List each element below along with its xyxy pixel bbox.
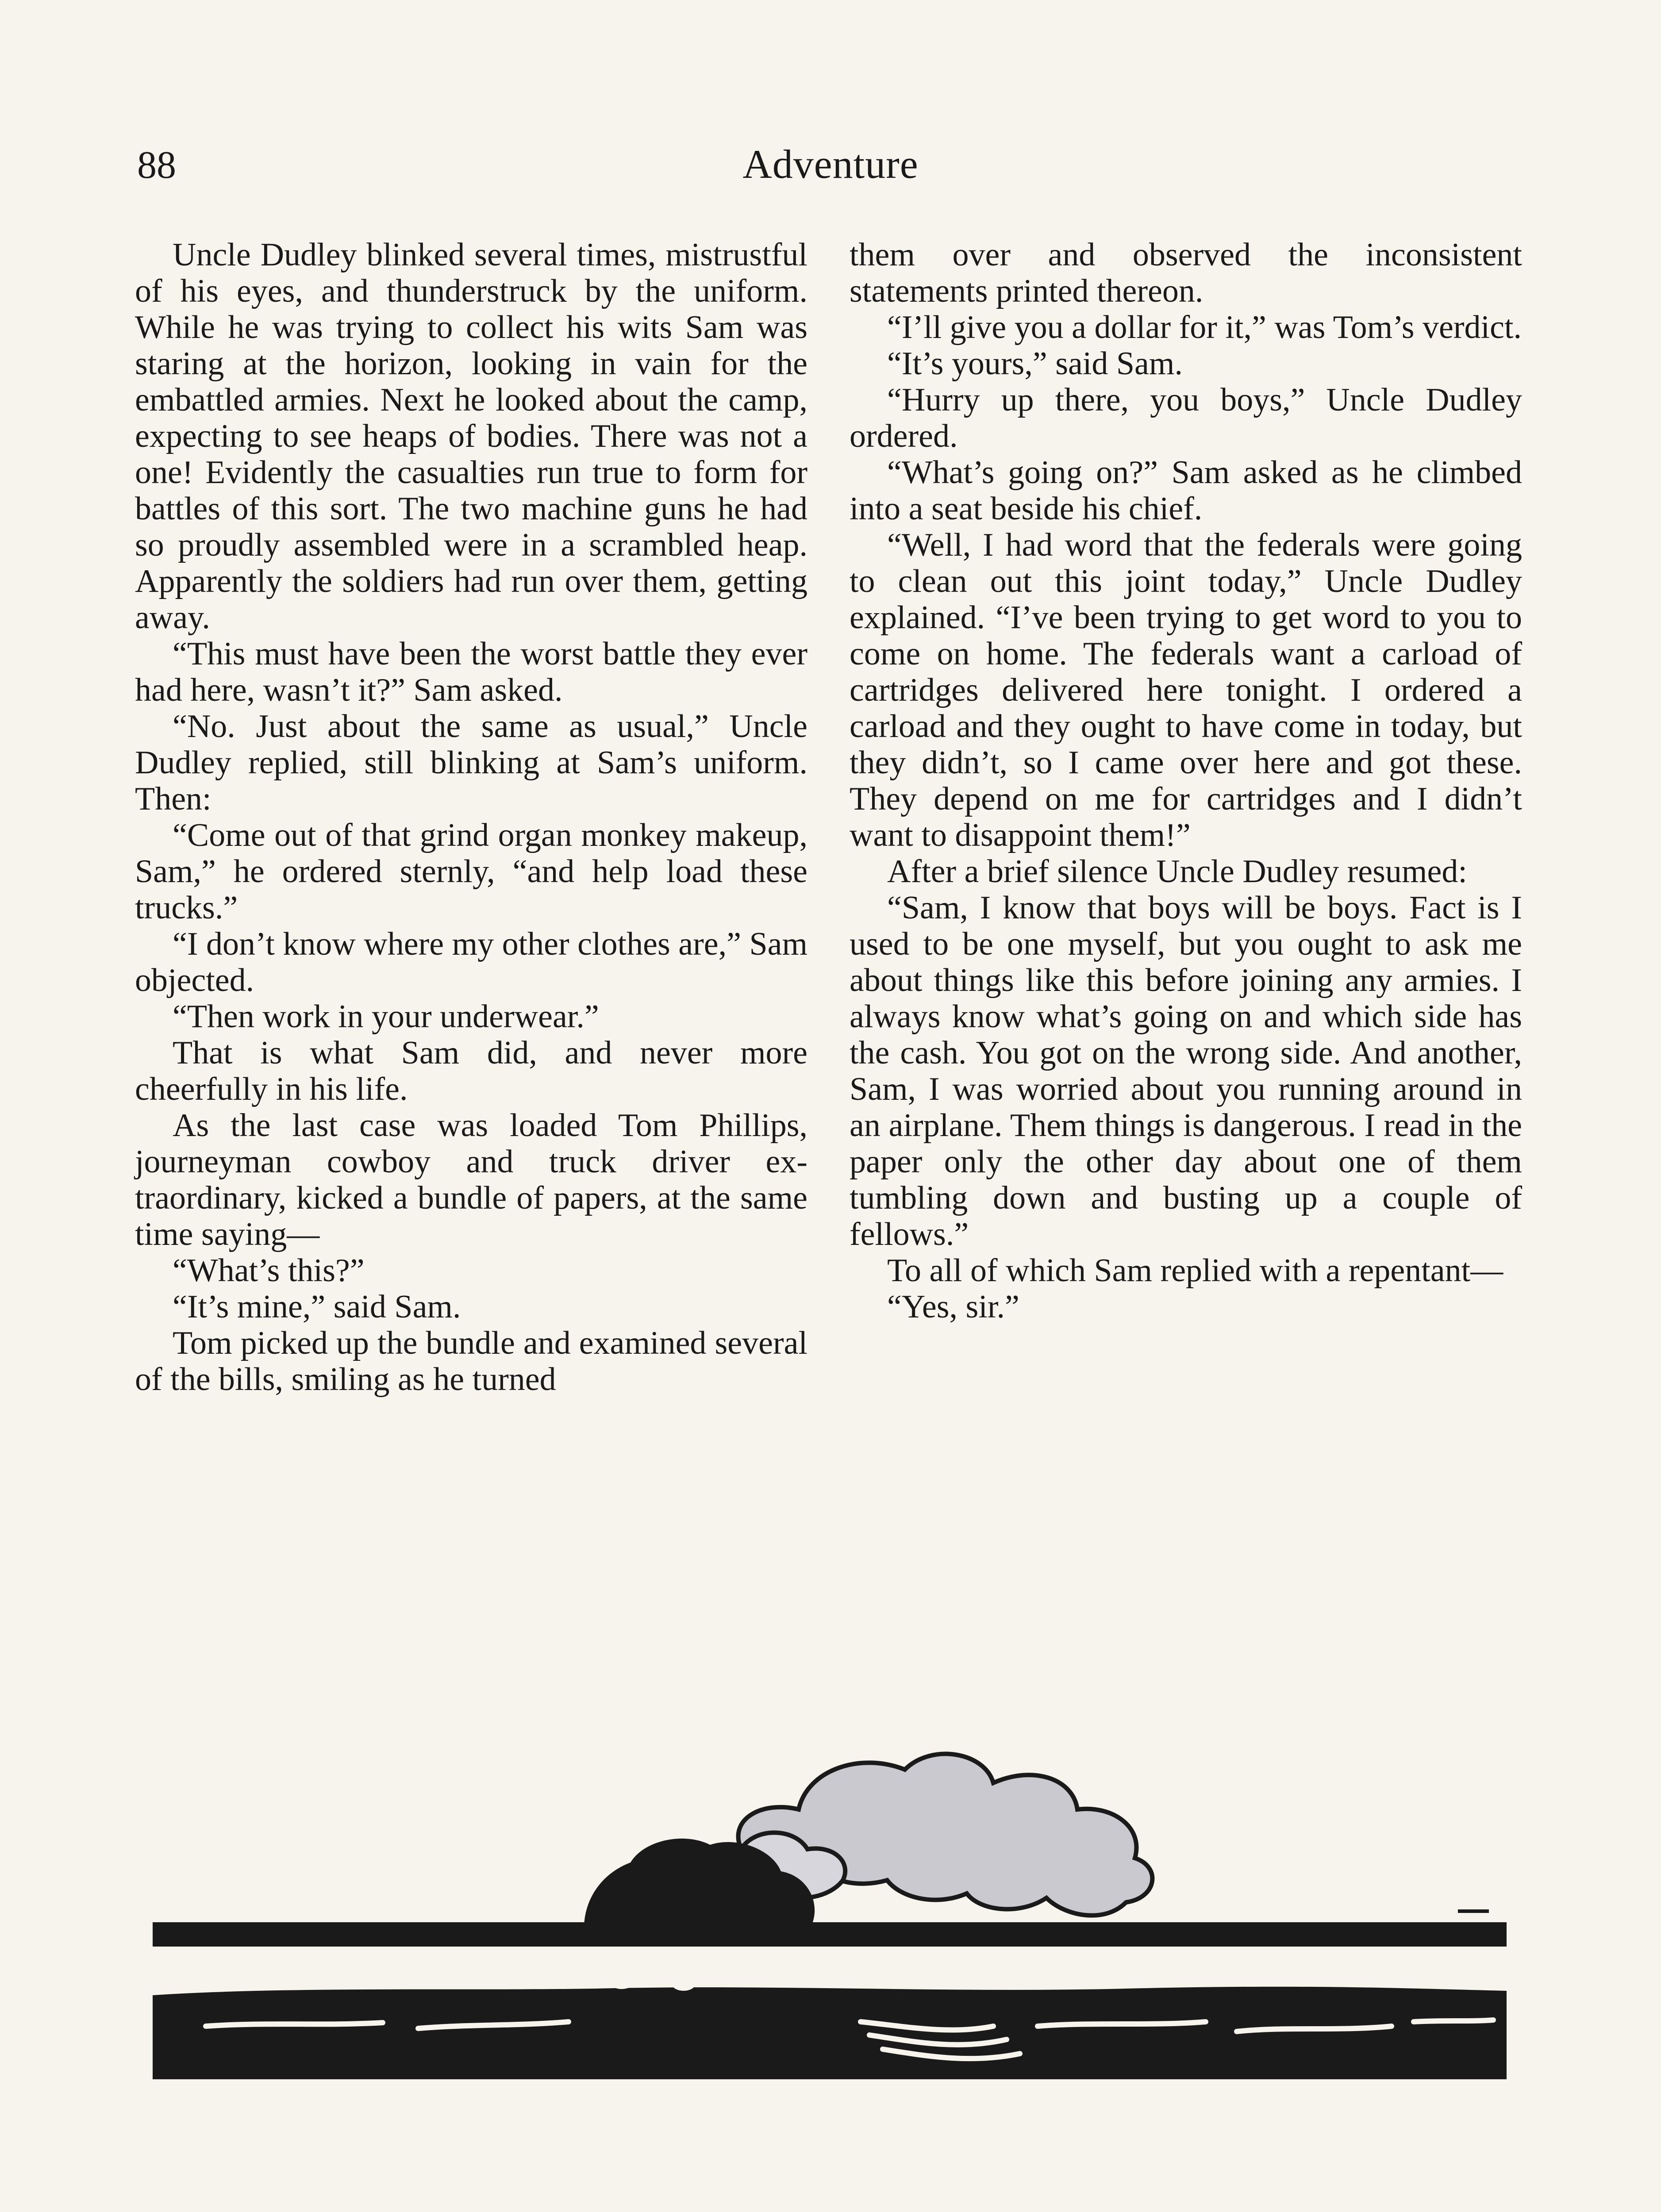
paragraph: “Hurry up there, you boys,” Uncle Dudley ordered. xyxy=(850,382,1522,454)
landscape-illustration xyxy=(153,1717,1524,2079)
paragraph: Tom picked up the bundle and examined several of the bills, smiling as he turned xyxy=(135,1325,807,1398)
paragraph: Uncle Dudley blinked several times, mistrustful of his eyes, and thunderstruck by the uniform. While he was trying to collect his wits Sam was staring at the horizon, looking in vain for the embattled armies. Next he looked about the camp, expecting to see heaps of bodies. There was not a one! Evidently the casualties run true to form for battles of this sort. The two machine guns he had so proudly assembled were in a scrambled heap. Apparently the soldiers had run over them, getting away. xyxy=(135,237,807,636)
paragraph: “It’s mine,” said Sam. xyxy=(173,1289,461,1325)
paragraph: That is what Sam did, and never more cheerfully in his life. xyxy=(135,1035,807,1107)
paragraph: “This must have been the worst battle they ever had here, wasn’t it?” Sam asked. xyxy=(135,636,807,708)
page-number: 88 xyxy=(137,144,176,187)
paragraph: them over and observed the inconsistent statements printed thereon. xyxy=(850,237,1522,309)
paragraph: “Well, I had word that the federals were going to clean out this joint today,” Uncle Dudley explained. “I’ve been trying to get word to you to come on home. The federals want a carload of cartridges delivered here tonight. I ordered a carload and they ought to have come in today, but they didn’t, so I came over here and got these. They depend on me for cartridges and I didn’t want to disappoint them!” xyxy=(850,527,1522,853)
paragraph: As the last case was loaded Tom Phillips, journeyman cowboy and truck driver extraordinary, kicked a bundle of papers, at the same time saying— xyxy=(135,1107,807,1252)
paragraph: “Yes, sir.” xyxy=(887,1289,1019,1325)
horizon-line xyxy=(153,1922,1507,1947)
paragraph: After a brief silence Uncle Dudley resumed: xyxy=(887,853,1467,890)
paragraph: “I don’t know where my other clothes are,” Sam objected. xyxy=(135,926,808,998)
paragraph: “I’ll give you a dollar for it,” was Tom’s verdict. xyxy=(887,309,1522,346)
paragraph: “What’s going on?” Sam asked as he climbed into a seat beside his chief. xyxy=(850,454,1522,527)
paragraph: “Sam, I know that boys will be boys. Fact is I used to be one myself, but you ought to ask me about things like this before joining any armies. I always know what’s going on and which side has the cash. You got on the wrong side. And another, Sam, I was worried about you running around in an airplane. Them things is dangerous. I read in the paper only the other day about one of them tumbling down and busting up a couple of fellows.” xyxy=(850,890,1522,1252)
paragraph: “What’s this?” xyxy=(173,1252,365,1289)
left-column xyxy=(135,237,807,1398)
paragraph: “No. Just about the same as usual,” Uncle Dudley replied, still blinking at Sam’s uniform. Then: xyxy=(135,708,807,817)
running-head: Adventure xyxy=(742,142,919,187)
right-column xyxy=(850,237,1522,1325)
paragraph: “It’s yours,” said Sam. xyxy=(887,346,1183,382)
paragraph: “Then work in your underwear.” xyxy=(173,998,599,1035)
field-shape xyxy=(153,1987,1507,2079)
paragraph: To all of which Sam replied with a repentant— xyxy=(887,1252,1503,1289)
paragraph: “Come out of that grind organ monkey makeup, Sam,” he ordered sternly, “and help load these trucks.” xyxy=(135,817,807,926)
